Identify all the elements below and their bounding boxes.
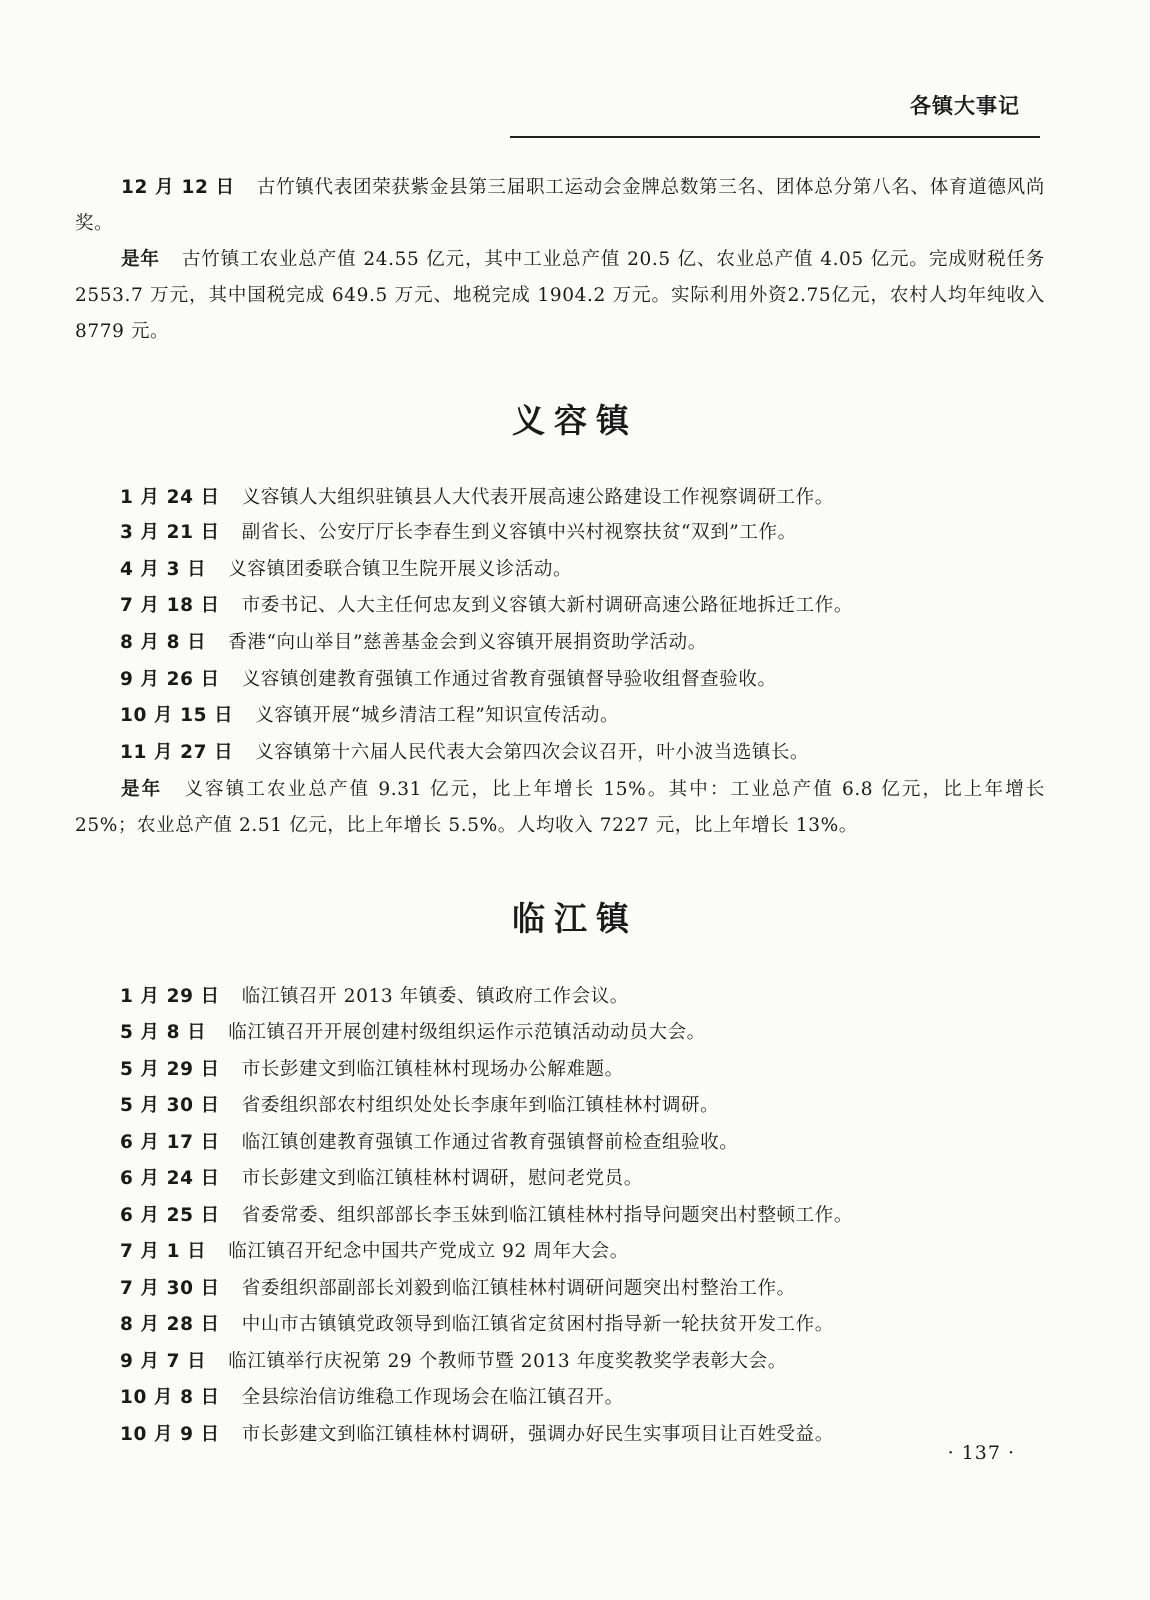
list-item	[120, 591, 1050, 621]
list-item	[120, 1310, 1050, 1340]
entry-date: 11 月 27 日	[120, 742, 234, 763]
list-item	[120, 1164, 1050, 1194]
entry-date: 9 月 7 日	[120, 1351, 207, 1372]
entry-text: 古竹镇代表团荣获紫金县第三届职工运动会金牌总数第三名、团体总分第八名、体育道德风尚奖。	[75, 177, 1045, 234]
entry-text: 省委组织部农村组织处处长李康年到临江镇桂林村调研。	[241, 1095, 720, 1116]
summary-text: 义容镇工农业总产值 9.31 亿元，比上年增长 15%。其中：工业总产值 6.8 亿元，比上年增长 25%；农业总产值 2.51 亿元，比上年增长 5.5%。人均收入 7227 元，比上年增长 13%。	[75, 779, 1045, 836]
entry-text: 临江镇召开 2013 年镇委、镇政府工作会议。	[241, 986, 629, 1007]
list-item	[120, 665, 1050, 695]
list-item	[120, 1055, 1050, 1085]
list-item	[120, 1091, 1050, 1121]
entry-date: 10 月 15 日	[120, 705, 234, 726]
entry-date: 8 月 28 日	[120, 1314, 220, 1335]
list-item	[120, 982, 1050, 1012]
entry-date: 7 月 1 日	[120, 1241, 207, 1262]
entry-date: 10 月 9 日	[120, 1424, 220, 1445]
section-title-yirong: 义容镇	[512, 401, 638, 440]
list-item	[120, 1274, 1050, 1304]
entry-text: 义容镇创建教育强镇工作通过省教育强镇督导验收组督查验收。	[241, 669, 777, 690]
entry-date: 5 月 30 日	[120, 1095, 220, 1116]
entry-text: 义容镇开展“城乡清洁工程”知识宣传活动。	[255, 705, 620, 726]
entry-date: 5 月 29 日	[120, 1059, 220, 1080]
list-item	[120, 701, 1050, 731]
list-item	[120, 555, 1050, 585]
running-head: 各镇大事记	[910, 94, 1020, 118]
entry-date: 9 月 26 日	[120, 669, 220, 690]
entry-text: 香港“向山举目”慈善基金会到义容镇开展捐资助学活动。	[228, 632, 707, 653]
entry-date: 6 月 24 日	[120, 1168, 220, 1189]
entry-date: 5 月 8 日	[120, 1022, 207, 1043]
list-item	[120, 1383, 1050, 1413]
entry-text: 义容镇第十六届人民代表大会第四次会议召开，叶小波当选镇长。	[255, 742, 810, 763]
entry-date: 12 月 12 日	[121, 177, 235, 198]
entry-date: 1 月 29 日	[120, 986, 220, 1007]
list-item	[120, 628, 1050, 658]
list-item	[120, 738, 1050, 768]
entry-text: 市长彭建文到临江镇桂林村调研，强调办好民生实事项目让百姓受益。	[241, 1424, 834, 1445]
entry-text: 临江镇创建教育强镇工作通过省教育强镇督前检查组验收。	[241, 1132, 739, 1153]
entry-text: 副省长、公安厅厅长李春生到义容镇中兴村视察扶贫“双到”工作。	[241, 522, 797, 543]
entry-text: 临江镇召开纪念中国共产党成立 92 周年大会。	[228, 1241, 629, 1262]
list-item	[120, 1347, 1050, 1377]
section-title-linjiang: 临江镇	[512, 899, 638, 938]
entry-text: 省委常委、组织部部长李玉妹到临江镇桂林村指导问题突出村整顿工作。	[241, 1205, 853, 1226]
page-number: · 137 ·	[947, 1442, 1015, 1464]
yirong-annual-summary	[75, 772, 1045, 844]
entry-text: 全县综治信访维稳工作现场会在临江镇召开。	[241, 1387, 624, 1408]
list-item	[120, 1201, 1050, 1231]
entry-text: 义容镇人大组织驻镇县人大代表开展高速公路建设工作视察调研工作。	[241, 487, 834, 508]
list-item	[120, 1018, 1050, 1048]
entry-date: 10 月 8 日	[120, 1387, 220, 1408]
entry-date: 6 月 17 日	[120, 1132, 220, 1153]
entry-date: 4 月 3 日	[120, 559, 207, 580]
entry-text: 市委书记、人大主任何忠友到义容镇大新村调研高速公路征地拆迁工作。	[241, 595, 853, 616]
entry-date: 3 月 21 日	[120, 522, 220, 543]
top-paragraph-award	[75, 170, 1045, 242]
summary-text: 古竹镇工农业总产值 24.55 亿元，其中工业总产值 20.5 亿、农业总产值 4.05 亿元。完成财税任务 2553.7 万元，其中国税完成 649.5 万元、地税完成 1904.2 万元。实际利用外资2.75亿元，农村人均年纯收入 8779 元。	[75, 249, 1046, 342]
entry-date: 8 月 8 日	[120, 632, 207, 653]
list-item	[120, 1420, 1050, 1450]
entry-text: 中山市古镇镇党政领导到临江镇省定贫困村指导新一轮扶贫开发工作。	[241, 1314, 834, 1335]
top-paragraph-annual	[75, 242, 1045, 350]
entry-text: 市长彭建文到临江镇桂林村调研，慰问老党员。	[241, 1168, 643, 1189]
year-lead: 是年	[121, 779, 163, 800]
entry-date: 1 月 24 日	[120, 487, 220, 508]
entry-text: 临江镇举行庆祝第 29 个教师节暨 2013 年度奖教奖学表彰大会。	[228, 1351, 787, 1372]
entry-text: 临江镇召开开展创建村级组织运作示范镇活动动员大会。	[228, 1022, 706, 1043]
list-item	[120, 483, 1050, 513]
year-lead: 是年	[121, 249, 160, 270]
entry-date: 7 月 18 日	[120, 595, 220, 616]
header-rule	[510, 136, 1040, 138]
list-item	[120, 1128, 1050, 1158]
entry-date: 7 月 30 日	[120, 1278, 220, 1299]
list-item	[120, 1237, 1050, 1267]
entry-text: 省委组织部副部长刘毅到临江镇桂林村调研问题突出村整治工作。	[241, 1278, 796, 1299]
list-item	[120, 518, 1050, 548]
entry-text: 义容镇团委联合镇卫生院开展义诊活动。	[228, 559, 573, 580]
entry-date: 6 月 25 日	[120, 1205, 220, 1226]
entry-text: 市长彭建文到临江镇桂林村现场办公解难题。	[241, 1059, 624, 1080]
